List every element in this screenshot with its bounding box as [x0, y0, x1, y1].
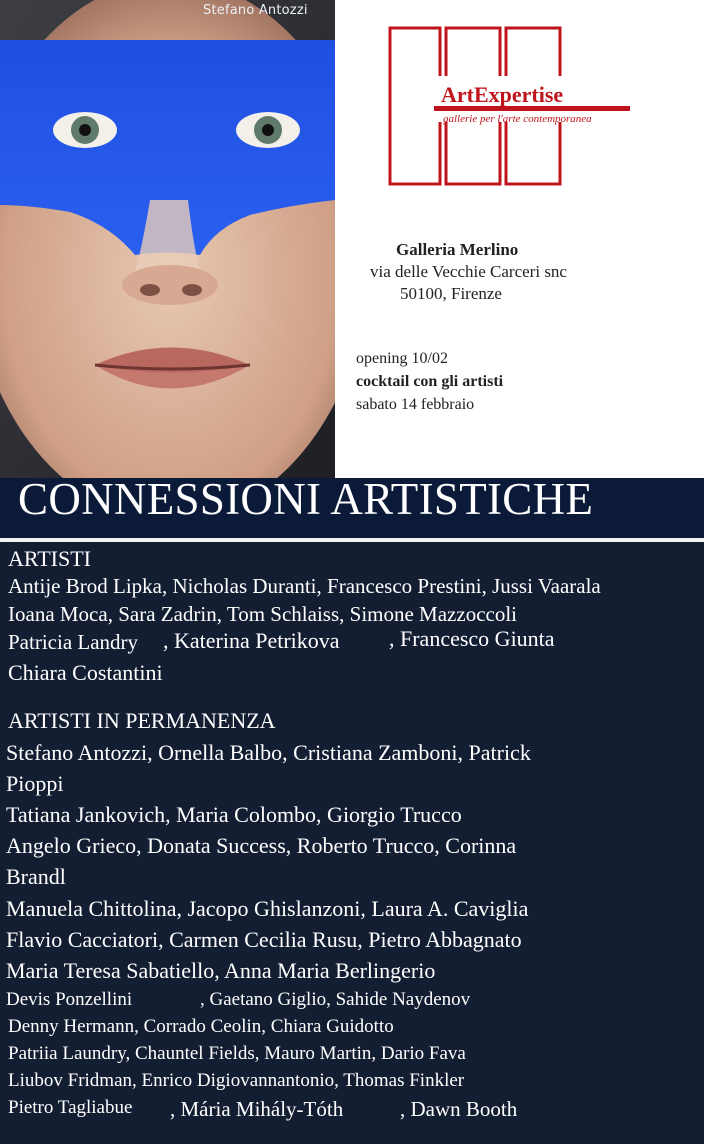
permanent-line: Liubov Fridman, Enrico Digiovannantonio, Thomas Finkler — [8, 1070, 465, 1091]
artist-line: Ioana Moca, Sara Zadrin, Tom Schlaiss, Simone Mazzoccoli — [8, 602, 518, 626]
artist-line: Chiara Costantini — [8, 660, 163, 685]
artist-line: Antije Brod Lipka, Nicholas Duranti, Francesco Prestini, Jussi Vaarala — [8, 574, 601, 598]
portrait-painting — [0, 0, 335, 478]
permanent-line: , Mária Mihály-Tóth — [170, 1097, 344, 1121]
event-cocktail: cocktail con gli artisti — [356, 373, 504, 390]
exhibition-title: CONNESSIONI ARTISTICHE — [18, 474, 594, 524]
permanent-line: Brandl — [6, 864, 66, 889]
permanent-line: Pietro Tagliabue — [8, 1097, 133, 1118]
permanent-line: Patriia Laundry, Chauntel Fields, Mauro Martin, Dario Fava — [8, 1043, 466, 1064]
logo-name: ArtExpertise — [441, 82, 564, 107]
permanent-line: Flavio Cacciatori, Carmen Cecilia Rusu, Pietro Abbagnato — [6, 927, 522, 952]
permanent-line: Manuela Chittolina, Jacopo Ghislanzoni, Laura A. Caviglia — [6, 896, 529, 921]
permanent-line: , Gaetano Giglio, Sahide Naydenov — [200, 989, 471, 1010]
venue-name: Galleria Merlino — [396, 240, 519, 259]
artist-lists — [0, 542, 704, 1144]
permanent-line: Pioppi — [6, 771, 64, 796]
permanent-line: , Dawn Booth — [400, 1097, 518, 1121]
event-date: sabato 14 febbraio — [356, 396, 475, 413]
permanent-line: Angelo Grieco, Donata Success, Roberto Trucco, Corinna — [6, 833, 517, 858]
portrait-image — [0, 0, 335, 478]
artwork-credit: Stefano Antozzi — [203, 3, 308, 18]
permanent-heading: ARTISTI IN PERMANENZA — [8, 708, 276, 733]
permanent-line: Tatiana Jankovich, Maria Colombo, Giorgio Trucco — [6, 802, 462, 827]
artists-heading: ARTISTI — [8, 546, 92, 571]
permanent-line: Maria Teresa Sabatiello, Anna Maria Berlingerio — [6, 958, 436, 983]
permanent-line: Denny Hermann, Corrado Ceolin, Chiara Guidotto — [8, 1016, 394, 1037]
permanent-line: Devis Ponzellini — [6, 989, 133, 1010]
event-opening: opening 10/02 — [356, 350, 448, 367]
logo-tagline: gallerie per l'arte contemporanea — [443, 113, 592, 125]
venue-city: 50100, Firenze — [400, 284, 502, 303]
artist-line: , Katerina Petrikova — [163, 628, 340, 653]
logo-frames-icon — [386, 24, 636, 194]
header-panel — [0, 0, 704, 478]
artist-line: Patricia Landry — [8, 630, 139, 654]
artist-line: , Francesco Giunta — [389, 626, 555, 651]
venue-street: via delle Vecchie Carceri snc — [370, 262, 567, 281]
permanent-line: Stefano Antozzi, Ornella Balbo, Cristiana Zamboni, Patrick — [6, 740, 531, 765]
artexpertise-logo — [386, 24, 636, 194]
